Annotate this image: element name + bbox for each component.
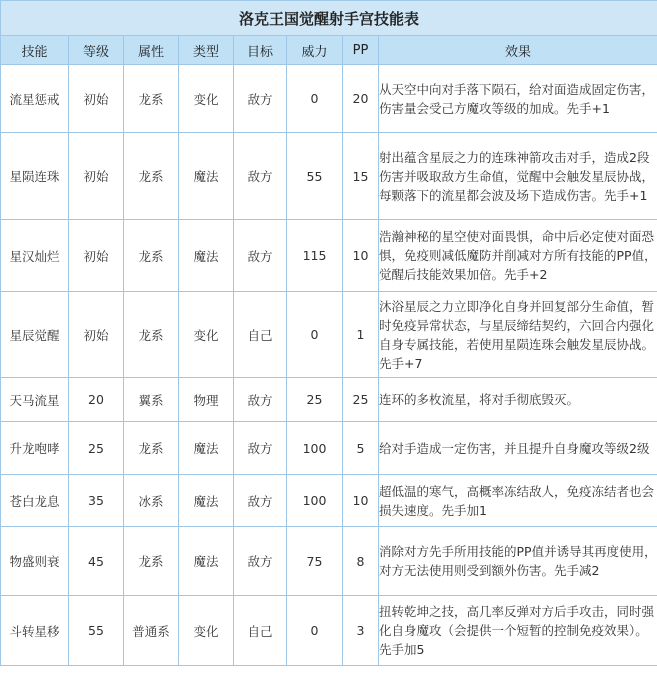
skill-name: 流星惩戒	[1, 65, 69, 133]
skill-element: 龙系	[124, 422, 179, 475]
skill-effect: 连环的多枚流星，将对手彻底毁灭。	[379, 378, 657, 422]
skill-type: 变化	[179, 596, 234, 666]
skill-effect: 射出蕴含星辰之力的连珠神箭攻击对手，造成2段伤害并吸取敌方生命值，觉醒中会触发星辰协战，每颗落下的流星都会波及场下造成伤害。先手+1	[379, 133, 657, 220]
skill-type: 魔法	[179, 220, 234, 292]
skill-target: 敌方	[234, 65, 287, 133]
skill-effect: 沐浴星辰之力立即净化自身并回复部分生命值，暂时免疫异常状态，与星辰缔结契约，六回合内强化自身专属技能，若使用星陨连珠会触发星辰协战。先手+7	[379, 292, 657, 378]
skill-pp: 5	[343, 422, 379, 475]
skill-power: 25	[287, 378, 343, 422]
skill-name: 升龙咆哮	[1, 422, 69, 475]
skill-level: 55	[69, 596, 124, 666]
col-header-power: 威力	[287, 36, 343, 65]
skill-pp: 20	[343, 65, 379, 133]
col-header-element: 属性	[124, 36, 179, 65]
skill-element: 龙系	[124, 65, 179, 133]
skill-target: 自己	[234, 292, 287, 378]
skill-pp: 10	[343, 220, 379, 292]
skill-power: 55	[287, 133, 343, 220]
skill-name: 天马流星	[1, 378, 69, 422]
skill-level: 初始	[69, 133, 124, 220]
skill-target: 敌方	[234, 378, 287, 422]
skill-level: 20	[69, 378, 124, 422]
skill-target: 敌方	[234, 133, 287, 220]
skill-element: 翼系	[124, 378, 179, 422]
table-title: 洛克王国觉醒射手宫技能表	[1, 1, 657, 36]
table-row	[1, 527, 657, 596]
skill-level: 45	[69, 527, 124, 596]
skill-name: 物盛则衰	[1, 527, 69, 596]
skill-pp: 15	[343, 133, 379, 220]
skill-element: 龙系	[124, 292, 179, 378]
skill-target: 敌方	[234, 220, 287, 292]
table-row	[1, 596, 657, 666]
skill-element: 龙系	[124, 527, 179, 596]
skill-effect: 扭转乾坤之技，高几率反弹对方后手攻击，同时强化自身魔攻（会提供一个短暂的控制免疫效果）。先手加5	[379, 596, 657, 666]
skill-target: 自己	[234, 596, 287, 666]
skill-level: 35	[69, 475, 124, 527]
skill-effect: 消除对方先手所用技能的PP值并诱导其再度使用，对方无法使用则受到额外伤害。先手减2	[379, 527, 657, 596]
skill-type: 物理	[179, 378, 234, 422]
skill-power: 115	[287, 220, 343, 292]
col-header-effect: 效果	[379, 36, 657, 65]
skill-element: 龙系	[124, 133, 179, 220]
skill-element: 冰系	[124, 475, 179, 527]
skill-type: 变化	[179, 65, 234, 133]
table-row	[1, 133, 657, 220]
col-header-skill: 技能	[1, 36, 69, 65]
skill-name: 星陨连珠	[1, 133, 69, 220]
skill-name: 斗转星移	[1, 596, 69, 666]
skill-name: 星辰觉醒	[1, 292, 69, 378]
skill-power: 0	[287, 596, 343, 666]
skill-pp: 8	[343, 527, 379, 596]
col-header-target: 目标	[234, 36, 287, 65]
table-row	[1, 292, 657, 378]
col-header-type: 类型	[179, 36, 234, 65]
skill-element: 龙系	[124, 220, 179, 292]
table-row	[1, 475, 657, 527]
skill-power: 100	[287, 422, 343, 475]
skill-name: 苍白龙息	[1, 475, 69, 527]
skill-type: 变化	[179, 292, 234, 378]
skill-effect: 超低温的寒气，高概率冻结敌人，免疫冻结者也会损失速度。先手加1	[379, 475, 657, 527]
skill-pp: 3	[343, 596, 379, 666]
col-header-level: 等级	[69, 36, 124, 65]
skill-target: 敌方	[234, 422, 287, 475]
skill-pp: 25	[343, 378, 379, 422]
skill-level: 初始	[69, 292, 124, 378]
skill-level: 初始	[69, 65, 124, 133]
table-row	[1, 378, 657, 422]
skill-power: 75	[287, 527, 343, 596]
table-row	[1, 220, 657, 292]
skill-type: 魔法	[179, 133, 234, 220]
skill-level: 初始	[69, 220, 124, 292]
skill-element: 普通系	[124, 596, 179, 666]
col-header-pp: PP	[343, 36, 379, 65]
skill-type: 魔法	[179, 527, 234, 596]
skill-power: 100	[287, 475, 343, 527]
skill-target: 敌方	[234, 475, 287, 527]
skill-type: 魔法	[179, 422, 234, 475]
header-row	[1, 36, 657, 65]
table-row	[1, 422, 657, 475]
table-row	[1, 65, 657, 133]
skill-pp: 10	[343, 475, 379, 527]
skill-name: 星汉灿烂	[1, 220, 69, 292]
skill-power: 0	[287, 292, 343, 378]
skill-effect: 从天空中向对手落下陨石，给对面造成固定伤害，伤害量会受己方魔攻等级的加成。先手+1	[379, 65, 657, 133]
skill-pp: 1	[343, 292, 379, 378]
skill-type: 魔法	[179, 475, 234, 527]
skill-level: 25	[69, 422, 124, 475]
skill-effect: 浩瀚神秘的星空使对面畏惧，命中后必定使对面恐惧，免疫则减低魔防并削减对方所有技能的PP值，觉醒后技能效果加倍。先手+2	[379, 220, 657, 292]
skill-effect: 给对手造成一定伤害，并且提升自身魔攻等级2级	[379, 422, 657, 475]
skill-power: 0	[287, 65, 343, 133]
skill-target: 敌方	[234, 527, 287, 596]
